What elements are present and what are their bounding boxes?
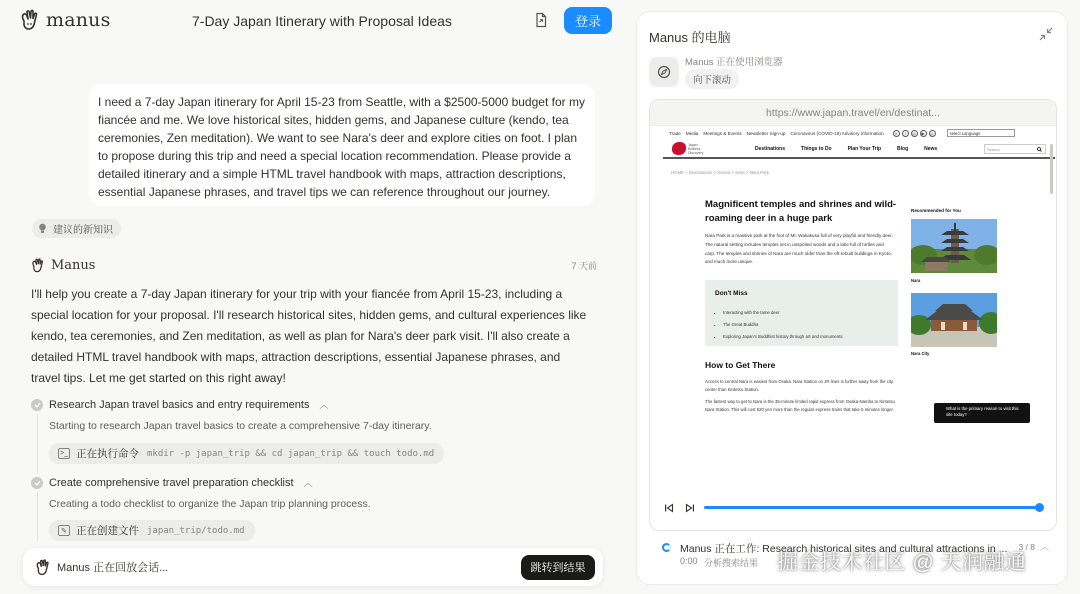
replay-status: Manus 正在回放会话... <box>57 562 169 574</box>
progress-knob[interactable] <box>1035 503 1044 512</box>
site-breadcrumb: HOME > Destinations > Kansai > Nara > Nara Park <box>671 170 769 175</box>
site-search <box>984 144 1046 154</box>
dont-miss-item: • The Great Buddha <box>723 319 843 331</box>
step-title: Create comprehensive travel preparation checklist <box>49 476 294 489</box>
manus-computer-panel <box>636 11 1068 585</box>
get-there-text <box>705 378 895 414</box>
get-there-paragraph: Access to central Nara is easiest from Osaka. Nara Station on JR lines is further away from the city center than Kintetsu Station. <box>705 379 894 392</box>
site-link: Meetings & Events <box>703 130 742 136</box>
get-there-paragraph: The fastest way to get to Nara is the 35-minute limited rapid express from Osaka-Namba to Kintetsu Nara Station. This will cost 520 yen more than the regular express trains that take 5 minutes longer. <box>705 399 895 412</box>
temple-image <box>911 293 997 347</box>
chevron-up-icon[interactable]: ︿ <box>319 400 329 410</box>
task-subtext: 分析搜索结果 <box>704 558 759 568</box>
japan-logo-mark <box>672 142 686 155</box>
x-icon: X <box>893 130 900 137</box>
site-nav-items <box>755 146 953 152</box>
playback-progress[interactable] <box>704 506 1042 509</box>
manus-hand-icon <box>35 559 51 576</box>
site-nav-item: News <box>924 146 938 152</box>
browser-url: https://www.japan.travel/en/destinat... <box>650 100 1056 126</box>
dont-miss-item: • Interacting with the tame deer <box>723 307 843 319</box>
progress-fill <box>704 506 1039 509</box>
step-research[interactable] <box>31 398 328 411</box>
playback-controls <box>650 495 1056 521</box>
site-link: Newsletter Sign-up <box>746 130 786 136</box>
weibo-icon: ◎ <box>930 130 934 136</box>
step-connector <box>37 492 38 542</box>
edit-file-icon: ✎ <box>58 525 70 536</box>
site-paragraph: Nara Park is a massive park at the foot of Mt. Wakakusa full of very playful and friendly deer. The natural setting includes temples set in unspoiled woods and a lake full of turtles and carp. The temples and shrines of Nara are much older than the oft-rebuilt buildings in Kyoto, and much more unique. <box>705 233 893 265</box>
collapse-icon[interactable] <box>1039 27 1053 41</box>
pagoda-image <box>911 219 997 273</box>
agent-header <box>31 258 597 273</box>
step-title: Research Japan travel basics and entry requirements <box>49 398 310 411</box>
youtube-icon: ▶ <box>921 130 925 136</box>
site-nav-item: Things to Do <box>801 146 832 152</box>
skip-back-icon[interactable] <box>664 503 674 513</box>
dont-miss-item: • Exploring Japan's Buddhist history through art and monuments <box>723 331 843 343</box>
tool-action-chip: 向下滚动 <box>685 69 739 89</box>
facebook-icon: f <box>902 130 909 137</box>
chat-popup: What is the primary reason to visit this site today? <box>934 403 1030 423</box>
share-file-icon[interactable] <box>533 12 549 28</box>
page-title: 7-Day Japan Itinerary with Proposal Ideas <box>192 13 452 29</box>
step-description: Creating a todo checklist to organize the Japan trip planning process. <box>49 498 371 510</box>
task-time: 0:00 <box>680 556 698 566</box>
website-screenshot <box>663 126 1055 426</box>
dont-miss-box <box>705 280 898 346</box>
search-icon <box>1037 147 1042 152</box>
get-there-title: How to Get There <box>705 360 776 370</box>
language-select: select Language <box>947 129 1015 137</box>
watermark: 掘金技术社区 @ 天润融通 <box>777 551 1027 574</box>
recommended-caption: Nara <box>911 278 921 283</box>
social-icons <box>893 130 936 137</box>
site-nav-item: Blog <box>897 146 909 152</box>
terminal-icon: >_ <box>58 448 70 459</box>
panel-title: Manus 的电脑 <box>649 30 731 45</box>
tool-status: Manus 正在使用浏览器 <box>685 57 783 68</box>
browser-scrollbar[interactable] <box>1050 144 1053 194</box>
site-link: Coronavirus (COVID-19) Advisory Information <box>790 130 884 136</box>
check-icon <box>31 477 43 489</box>
site-link: Trade <box>669 130 681 136</box>
suggested-knowledge-chip[interactable] <box>32 219 121 238</box>
chevron-up-icon[interactable]: ︿ <box>1039 542 1049 552</box>
browser-view <box>649 99 1057 531</box>
file-path: japan_trip/todo.md <box>147 525 245 536</box>
recommended-caption: Nara City <box>911 351 930 356</box>
manus-hand-icon <box>20 9 40 31</box>
step-description: Starting to research Japan travel basics to create a comprehensive 7-day itinerary. <box>49 420 432 432</box>
task-count: 3 / 8 <box>1018 542 1035 552</box>
step-connector <box>37 414 38 474</box>
lightbulb-icon <box>38 223 47 234</box>
message-time: 7 天前 <box>571 261 597 271</box>
command-chip[interactable] <box>49 443 444 464</box>
site-top-links <box>669 129 1015 137</box>
skip-forward-icon[interactable] <box>685 503 695 513</box>
user-message: I need a 7-day Japan itinerary for April 15-23 from Seattle, with a $2500-5000 budget for my fiancée and me. We love historical sites, hidden gems, and Japanese culture (kendo, tea ceremonies, Zen meditation). We want to see Nara's deer and explore cities on foot. I plan to propose during this trip and need a special location recommendation. Please provide a detailed itinerary and a simple HTML travel handbook with maps, attraction descriptions, essential Japanese phrases, and travel tips we can reference throughout our journey. <box>89 84 595 206</box>
site-search-placeholder: Search <box>987 146 1000 152</box>
instagram-icon: ◎ <box>912 130 916 136</box>
agent-name: Manus <box>51 258 96 273</box>
step-checklist[interactable] <box>31 476 313 489</box>
task-text: Manus 正在工作: Research historical sites and cultural attractions in ... <box>680 543 1008 555</box>
file-label: 正在创建文件 <box>76 525 139 537</box>
command-label: 正在执行命令 <box>76 448 139 460</box>
agent-message: I'll help you create a 7-day Japan itinerary for your trip with your fiancée from April 15-23, including a special location for your proposal. I'll research historical sites, hidden gems, and cultural experiences like kendo, tea ceremonies, and Zen meditation, as well as plan for Nara's deer park visit. I'll also create a detailed HTML travel handbook with maps, attraction descriptions, essential Japanese phrases, and travel tips. Let me get started on this right away! <box>31 287 587 385</box>
site-heading: Magnificent temples and shrines and wild-roaming deer in a huge park <box>705 199 897 224</box>
manus-logo[interactable] <box>20 9 111 31</box>
site-link: Media <box>685 130 699 136</box>
recommended-title: Recommended for You <box>911 208 961 213</box>
site-logo <box>672 142 706 155</box>
login-button[interactable]: 登录 <box>564 7 612 34</box>
file-chip[interactable] <box>49 520 255 541</box>
replay-bar <box>23 548 603 586</box>
site-nav-item: Destinations <box>755 146 786 152</box>
loading-spinner-icon <box>662 543 671 552</box>
logo-text: manus <box>46 9 111 31</box>
chevron-up-icon[interactable]: ︿ <box>303 478 313 488</box>
check-icon <box>31 399 43 411</box>
dont-miss-title: Don't Miss <box>715 290 748 297</box>
site-nav-item: Plan Your Trip <box>847 146 882 152</box>
site-logo-text: Japan Endless Discovery <box>688 142 704 155</box>
knowledge-chip-label: 建议的新知识 <box>53 225 113 236</box>
browser-icon <box>649 57 679 87</box>
manus-avatar-icon <box>31 258 45 273</box>
jump-to-result-button[interactable]: 跳转到结果 <box>521 555 595 580</box>
site-nav <box>663 140 1055 159</box>
command-text: mkdir -p japan_trip && cd japan_trip && touch todo.md <box>147 448 435 459</box>
